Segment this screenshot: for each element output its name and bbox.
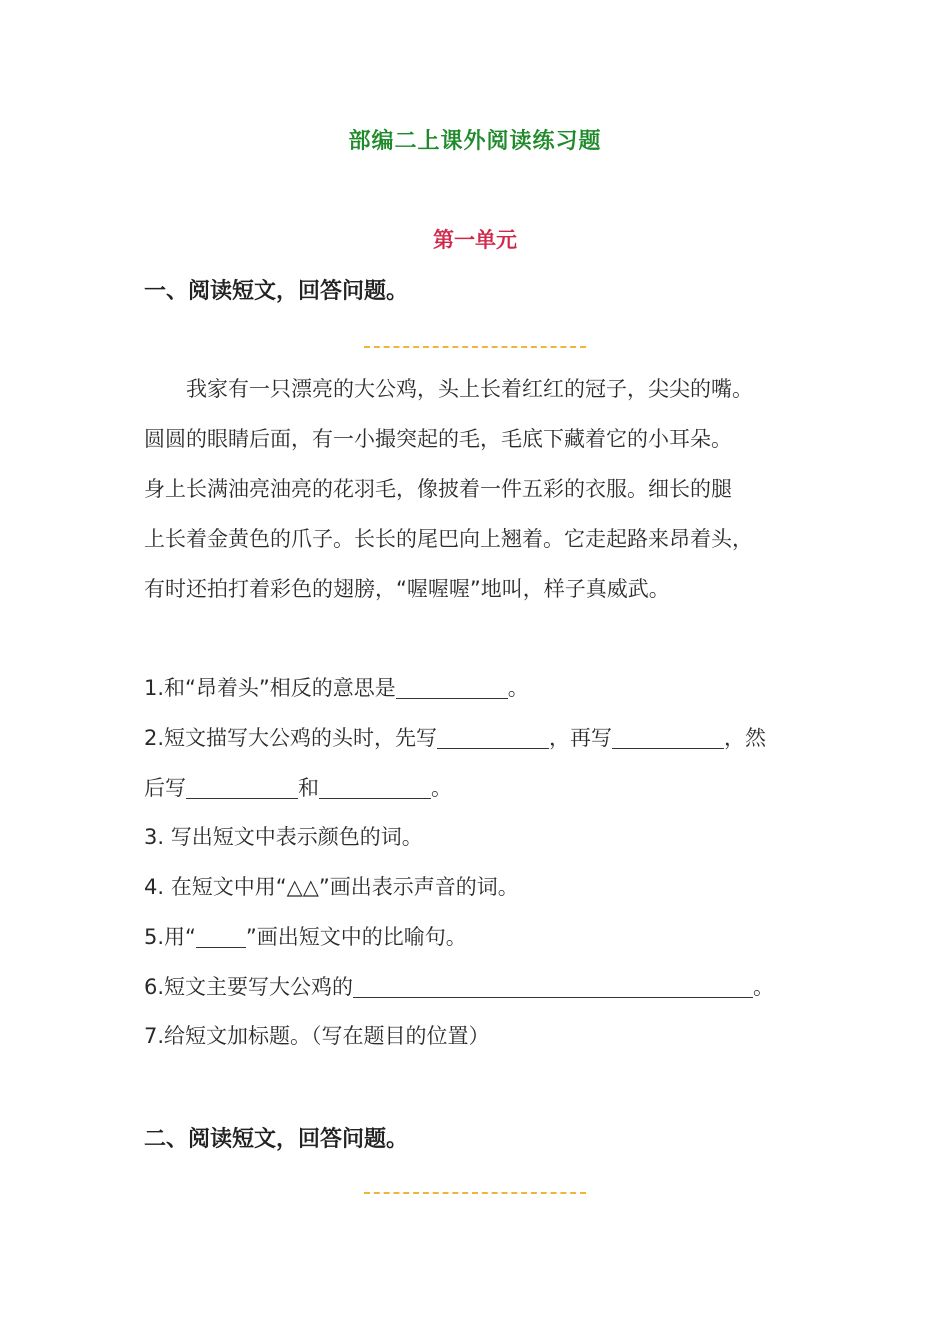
- question-text: 后写: [144, 776, 186, 800]
- answer-blank[interactable]: [396, 676, 508, 699]
- question-text: 。: [507, 676, 529, 700]
- question-text: ”画出短文中的比喻句。: [245, 925, 467, 949]
- question-text: ，然: [724, 726, 767, 750]
- section-heading-2: 二、阅读短文，回答问题。: [144, 1127, 409, 1152]
- title-answer-line-1: [364, 346, 586, 348]
- passage-line: 身上长满油亮油亮的花羽毛，像披着一件五彩的衣服。细长的腿: [144, 477, 732, 501]
- wavy-line-sample: [196, 925, 246, 948]
- question-2: [144, 723, 766, 753]
- passage-line: 上长着金黄色的爪子。长长的尾巴向上翘着。它走起路来昂着头，: [144, 527, 753, 551]
- answer-blank[interactable]: [612, 726, 724, 749]
- page-title: 部编二上课外阅读练习题: [348, 129, 602, 154]
- question-text: 5.用“: [144, 925, 196, 949]
- unit-heading: 第一单元: [433, 228, 517, 252]
- question-1: [144, 673, 529, 703]
- question-text: 。: [753, 975, 775, 999]
- passage-line: 圆圆的眼睛后面，有一小撮突起的毛，毛底下藏着它的小耳朵。: [144, 427, 732, 451]
- answer-blank[interactable]: [186, 776, 298, 799]
- question-5: [144, 922, 467, 952]
- answer-blank[interactable]: [319, 776, 431, 799]
- question-3: 3. 写出短文中表示颜色的词。: [144, 825, 423, 849]
- question-6: [144, 972, 774, 1002]
- question-text: 1.和“昂着头”相反的意思是: [144, 676, 396, 700]
- question-text: 6.短文主要写大公鸡的: [144, 975, 354, 999]
- answer-blank[interactable]: [437, 726, 549, 749]
- question-text: ，再写: [549, 726, 613, 750]
- section-heading-1: 一、阅读短文，回答问题。: [144, 279, 409, 304]
- question-text: 和: [298, 776, 319, 800]
- question-7: 7.给短文加标题。（写在题目的位置）: [144, 1024, 490, 1048]
- passage-line: 有时还拍打着彩色的翅膀，“喔喔喔”地叫，样子真威武。: [144, 577, 670, 601]
- question-text: 2.短文描写大公鸡的头时，先写: [144, 726, 438, 750]
- question-2-continued: [144, 773, 452, 803]
- question-text: 。: [431, 776, 452, 800]
- question-4: 4. 在短文中用“△△”画出表示声音的词。: [144, 875, 519, 899]
- passage-line: 我家有一只漂亮的大公鸡，头上长着红红的冠子，尖尖的嘴。: [144, 377, 753, 401]
- answer-blank[interactable]: [353, 975, 753, 998]
- title-answer-line-2: [364, 1192, 586, 1194]
